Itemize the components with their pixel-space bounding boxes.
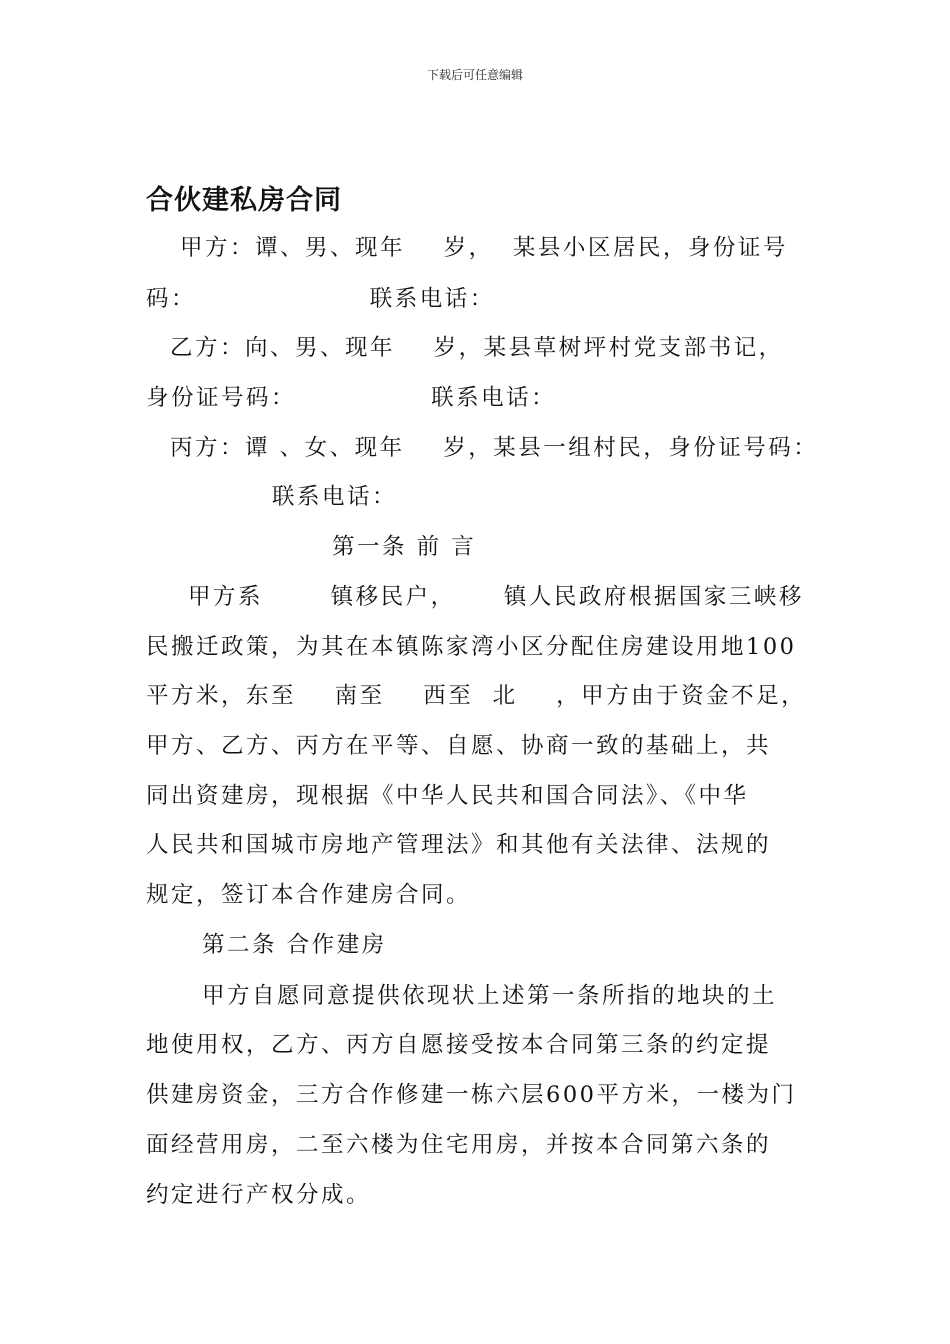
article-2-paragraph-line: 供建房资金，三方合作修建一栋六层600平方米，一楼为门: [146, 1082, 797, 1108]
document-title: 合伙建私房合同: [146, 185, 342, 216]
article-1-paragraph-line: 甲方系 镇移民户， 镇人民政府根据国家三峡移: [188, 584, 804, 610]
header-note: 下载后可任意编辑: [426, 68, 523, 82]
article-1-paragraph-line: 平方米，东至 南至 西至 北 ，甲方由于资金不足，: [146, 683, 807, 709]
party-b-line-1: 乙方：向、男、现年 岁，某县草树坪村党支部书记，: [170, 335, 784, 361]
article-1-paragraph-line: 民搬迁政策，为其在本镇陈家湾小区分配住房建设用地100: [146, 634, 797, 660]
article-1-paragraph-line: 规定，签订本合作建房合同。: [146, 882, 472, 908]
article-2-paragraph-line: 甲方自愿同意提供依现状上述第一条所指的地块的土: [202, 983, 778, 1009]
article-2-heading: 第二条 合作建房: [202, 932, 387, 958]
party-a-line-2: 码： 联系电话：: [146, 286, 495, 312]
article-1-paragraph-line: 人民共和国城市房地产管理法》和其他有关法律、法规的: [146, 832, 772, 858]
article-2-paragraph-line: 地使用权，乙方、丙方自愿接受按本合同第三条的约定提: [146, 1032, 772, 1058]
party-b-line-2: 身份证号码： 联系电话：: [146, 385, 557, 411]
article-1-heading: 第一条 前 言: [332, 534, 477, 560]
party-c-line-2: 联系电话：: [272, 484, 398, 510]
article-1-paragraph-line: 同出资建房，现根据《中华人民共和国合同法》、《中华: [146, 783, 749, 809]
article-2-paragraph-line: 面经营用房，二至六楼为住宅用房，并按本合同第六条的: [146, 1132, 772, 1158]
article-1-paragraph-line: 甲方、乙方、丙方在平等、自愿、协商一致的基础上，共: [146, 733, 772, 759]
party-a-line-1: 甲方：谭、男、现年 岁， 某县小区居民，身份证号: [180, 235, 788, 261]
party-c-line-1: 丙方：谭 、女、现年 岁，某县一组村民，身份证号码：: [170, 435, 819, 461]
article-2-paragraph-line: 约定进行产权分成。: [146, 1182, 372, 1208]
